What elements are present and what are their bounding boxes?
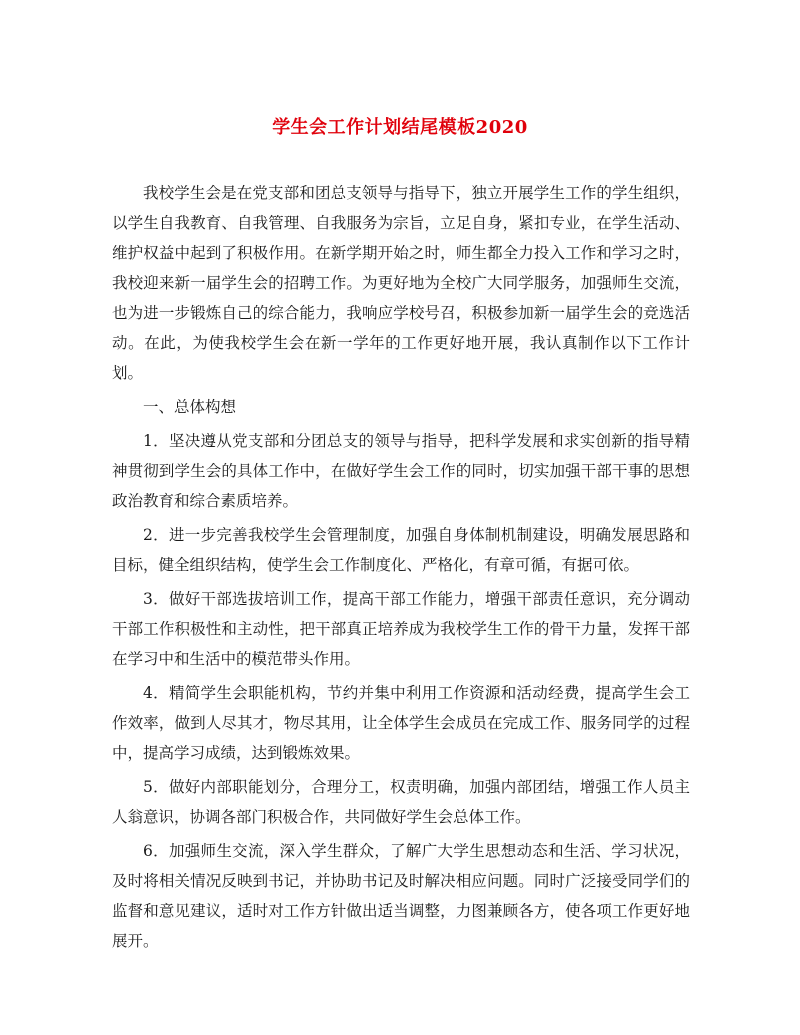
intro-paragraph: 我校学生会是在党支部和团总支领导与指导下，独立开展学生工作的学生组织，以学生自我教育、自我管理、自我服务为宗旨，立足自身，紧扣专业，在学生活动、维护权益中起到了积极作用。在新学期开始之时，师生都全力投入工作和学习之时，我校迎来新一届学生会的招聘工作。为更好地为全校广大同学服务，加强师生交流，也为进一步锻炼自己的综合能力，我响应学校号召，积极参加新一届学生会的竞选活动。在此，为使我校学生会在新一学年的工作更好地开展，我认真制作以下工作计划。 — [112, 184, 690, 382]
list-item-6: 6．加强师生交流，深入学生群众，了解广大学生思想动态和生活、学习状况，及时将相关情况反映到书记，并协助书记及时解决相应问题。同时广泛接受同学们的监督和意见建议，适时对工作方针做出适当调整，力图兼顾各方，使各项工作更好地展开。 — [112, 842, 690, 950]
section-heading: 一、总体构想 — [143, 398, 237, 416]
document-body — [112, 178, 690, 960]
list-item-1: 1．坚决遵从党支部和分团总支的领导与指导，把科学发展和求实创新的指导精神贯彻到学生会的具体工作中，在做好学生会工作的同时，切实加强干部干事的思想政治教育和综合素质培养。 — [112, 432, 690, 510]
list-item-5: 5．做好内部职能划分，合理分工，权责明确，加强内部团结，增强工作人员主人翁意识，协调各部门积极合作，共同做好学生会总体工作。 — [112, 778, 690, 826]
list-item-3: 3．做好干部选拔培训工作，提高干部工作能力，增强干部责任意识，充分调动干部工作积极性和主动性，把干部真正培养成为我校学生工作的骨干力量，发挥干部在学习中和生活中的模范带头作用。 — [112, 590, 690, 668]
list-item-4: 4．精简学生会职能机构，节约并集中利用工作资源和活动经费，提高学生会工作效率，做到人尽其才，物尽其用，让全体学生会成员在完成工作、服务同学的过程中，提高学习成绩，达到锻炼效果。 — [112, 684, 690, 762]
document-title: 学生会工作计划结尾模板2020 — [272, 117, 528, 138]
list-item-2: 2．进一步完善我校学生会管理制度，加强自身体制机制建设，明确发展思路和目标，健全组织结构，使学生会工作制度化、严格化，有章可循，有据可依。 — [112, 526, 690, 574]
